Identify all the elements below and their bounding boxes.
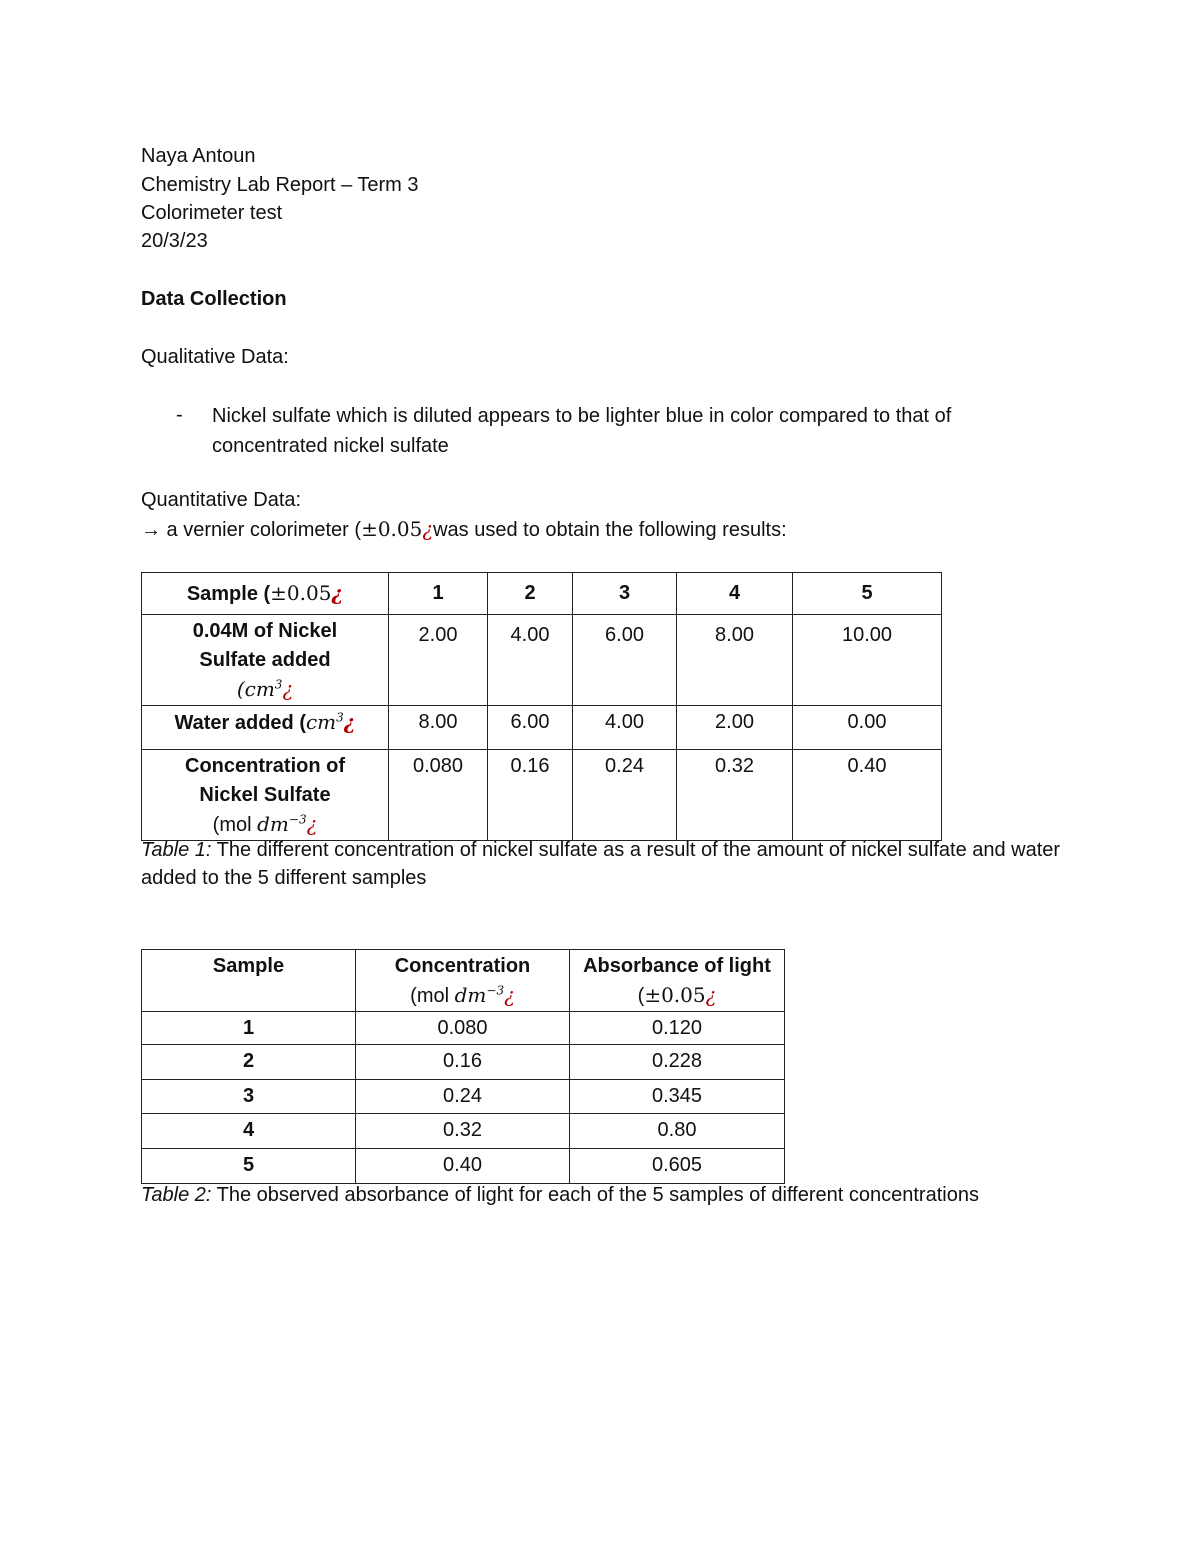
experiment-name: Colorimeter test — [141, 202, 283, 224]
concentration-table — [141, 572, 942, 841]
table-header-cell — [142, 573, 389, 615]
table-header-cell — [142, 950, 356, 1012]
corner-uncertainty: ±0.05 — [270, 581, 332, 605]
table-header-cell — [488, 573, 573, 615]
row-label-line: 0.04M of Nickel — [192, 620, 338, 642]
table-cell: 0.40 — [356, 1149, 570, 1184]
table-cell: 4 — [142, 1114, 356, 1149]
table-header-cell — [793, 573, 942, 615]
table-cell: 3 — [142, 1080, 356, 1114]
row-label-line: Sulfate added — [199, 649, 331, 671]
report-title: Chemistry Lab Report – Term 3 — [141, 174, 419, 196]
table-row — [142, 1114, 785, 1149]
row-label-cell — [142, 750, 389, 841]
corner-label: Sample ( — [186, 583, 271, 605]
table-cell: 0.24 — [573, 750, 677, 841]
header-concentration: Concentration — [394, 955, 531, 977]
table-cell: 0.32 — [356, 1114, 570, 1149]
header-absorbance: Absorbance of light — [583, 955, 771, 977]
table-cell: 0.228 — [570, 1045, 785, 1080]
row-label-line: Concentration of — [185, 755, 345, 777]
table-cell: 2 — [142, 1045, 356, 1080]
table-cell: 0.605 — [570, 1149, 785, 1184]
table-cell: 10.00 — [793, 615, 942, 706]
table-cell: 4.00 — [488, 615, 573, 706]
intro-uncertainty: ±0.05 — [361, 517, 423, 541]
table-cell: 0.80 — [570, 1114, 785, 1149]
qualitative-label: Qualitative Data: — [141, 346, 289, 368]
table-cell: 0.080 — [356, 1012, 570, 1045]
table-cell: 0.40 — [793, 750, 942, 841]
table-cell: 2.00 — [677, 706, 793, 750]
caption-text: The different concentration of nickel sulfate as a result of the amount of nickel sulfate and water added to the 5 different samples — [141, 839, 1061, 889]
table-cell: 0.00 — [793, 706, 942, 750]
row-label-line: Nickel Sulfate — [199, 784, 331, 806]
table-cell: 0.16 — [356, 1045, 570, 1080]
table-cell: 8.00 — [389, 706, 488, 750]
author-name: Naya Antoun — [141, 145, 256, 167]
row-unit: ($cm^3¿$ — [236, 677, 294, 701]
table-cell: 5 — [142, 1149, 356, 1184]
sample-number: 3 — [618, 582, 631, 604]
report-date: 20/3/23 — [141, 230, 208, 252]
qualitative-bullet: Nickel sulfate which is diluted appears to be lighter blue in color compared to that of concentrated nickel sulfate — [212, 405, 952, 457]
table-cell: 0.16 — [488, 750, 573, 841]
table-row — [142, 750, 942, 841]
table-header-cell — [356, 950, 570, 1012]
row-label-cell: Water added ($cm^3¿$ — [142, 706, 389, 750]
table-row — [142, 1080, 785, 1114]
table2-caption — [141, 1181, 1141, 1209]
section-heading: Data Collection — [141, 288, 287, 310]
table-row — [142, 1149, 785, 1184]
table-row — [142, 1012, 785, 1045]
sample-number: 4 — [728, 582, 741, 604]
table-header-cell — [573, 573, 677, 615]
render-error-glyph: ¿ — [331, 581, 344, 605]
absorbance-table — [141, 949, 785, 1184]
intro-text-after: was used to obtain the following results: — [433, 519, 787, 541]
table-cell: 1 — [142, 1012, 356, 1045]
table-cell: 0.345 — [570, 1080, 785, 1114]
table-cell: 0.32 — [677, 750, 793, 841]
table-header-cell — [570, 950, 785, 1012]
table-header-row — [142, 950, 785, 1012]
sample-number: 1 — [432, 582, 444, 604]
caption-label: Table 2: — [141, 1184, 212, 1206]
arrow-icon: → — [141, 519, 161, 541]
row-label-cell — [142, 615, 389, 706]
row-label-line: Water added ( — [174, 712, 306, 734]
table-cell: 0.120 — [570, 1012, 785, 1045]
sample-number: 5 — [861, 582, 873, 604]
sample-number: 2 — [524, 582, 536, 604]
table-cell: 0.080 — [389, 750, 488, 841]
table-row — [142, 706, 942, 750]
table-cell: 4.00 — [573, 706, 677, 750]
caption-label: Table 1: — [141, 839, 212, 861]
quantitative-intro — [141, 515, 787, 544]
table-row — [142, 615, 942, 706]
row-unit: (mol $dm^{-3}¿$ — [212, 812, 318, 836]
quantitative-label: Quantitative Data: — [141, 489, 302, 511]
table-header-row — [142, 573, 942, 615]
table-cell: 0.24 — [356, 1080, 570, 1114]
header-sample: Sample — [212, 955, 285, 977]
caption-text: The observed absorbance of light for each of the 5 samples of different concentrations — [211, 1184, 979, 1206]
render-error-glyph: ¿ — [422, 517, 434, 541]
table-header-cell — [389, 573, 488, 615]
intro-text-before: a vernier colorimeter ( — [161, 519, 362, 541]
table-cell: 6.00 — [488, 706, 573, 750]
table-cell: 6.00 — [573, 615, 677, 706]
table-cell: 2.00 — [389, 615, 488, 706]
header-absorbance-unit: (±0.05¿ — [637, 983, 717, 1007]
bullet-dash: - — [176, 404, 183, 426]
table1-caption — [141, 836, 1061, 892]
table-cell: 8.00 — [677, 615, 793, 706]
table-header-cell — [677, 573, 793, 615]
table-row — [142, 1045, 785, 1080]
header-concentration-unit: (mol $dm^{-3}¿$ — [410, 983, 515, 1007]
